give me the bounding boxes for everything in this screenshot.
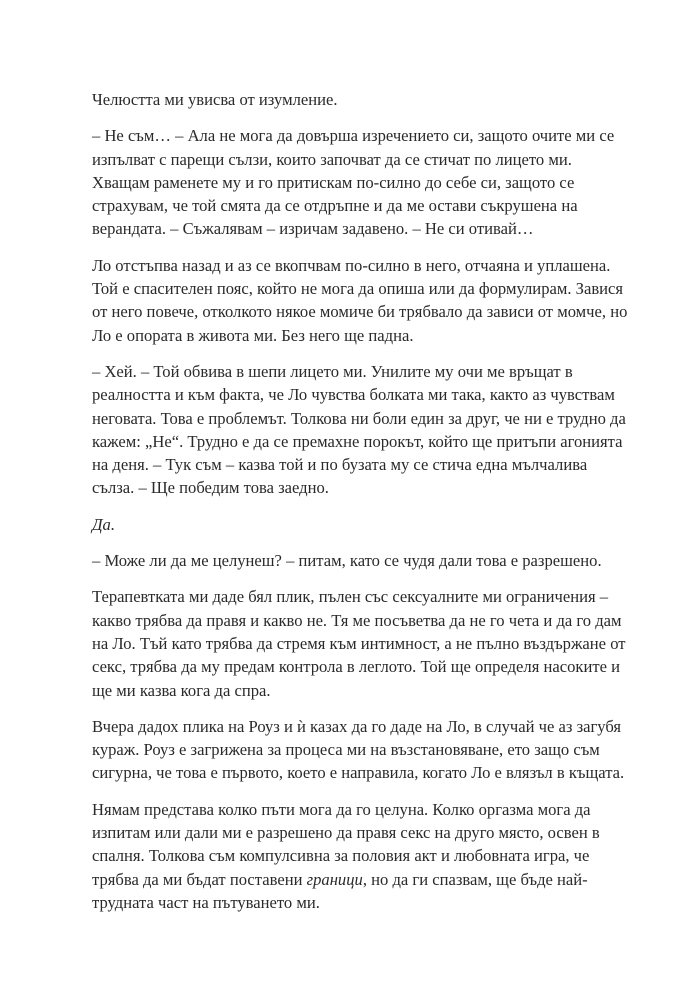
body-text <box>92 88 630 927</box>
paragraph-text: Вчера дадох плика на Роуз и ѝ казах да го даде на Ло, в случай че аз загубя кураж. Роуз е загрижена за процеса ми на възстановяване, ето защо съм сигурна, че това е първото, което е направила, когато Ло е влязъл в къщата. <box>92 716 625 783</box>
paragraph-text: Нямам представа колко пъти мога да го целуна. Колко оргазма мога да изпитам или дали ми е разрешено да правя секс на друго място, освен в спалня. Толкова съм компулсивна за половия акт и любовната игра, че трябва да ми бъдат поставени <box>92 799 600 889</box>
paragraph-text: , но да ги спазвам, ще бъде най-трудната част на пътуването ми. <box>92 869 588 912</box>
paragraph-text: Терапевтката ми даде бял плик, пълен със сексуалните ми ограничения – какво трябва да правя и какво не. Тя ме посъветва да не го чета и да го дам на Ло. Тъй като трябва да стремя към интимност, а не пълно въздържане от секс, трябва да му предам контрола в леглото. Той ще определя насоките и ще ми казва кога да спра. <box>92 587 626 700</box>
paragraph <box>92 513 630 536</box>
paragraph <box>92 88 630 111</box>
paragraph <box>92 360 630 500</box>
paragraph <box>92 585 630 701</box>
italic-thought: Да. <box>92 514 116 534</box>
paragraph <box>92 798 630 914</box>
paragraph <box>92 254 630 347</box>
paragraph-text: – Може ли да ме целунеш? – питам, като се чудя дали това е разрешено. <box>92 551 602 571</box>
paragraph <box>92 715 630 785</box>
paragraph-text: – Хей. – Той обвива в шепи лицето ми. Унилите му очи ме връщат в реалността и към факта, че Ло чувства болката ми така, както аз чувствам неговата. Това е проблемът. Толкова ни боли един за друг, че ни е трудно да кажем: „Не“. Трудно е да се премахне порокът, който ще притъпи агонията на деня. – Тук съм – казва той и по бузата му се стича една мълчалива сълза. – Ще победим това заедно. <box>92 361 626 498</box>
paragraph-text: Ло отстъпва назад и аз се вкопчвам по-силно в него, отчаяна и уплашена. Той е спасителен пояс, който не мога да опиша или да формулирам. Завися от него повече, отколкото някое момиче би трябвало да зависи от момче, но Ло е опората в живота ми. Без него ще падна. <box>92 255 628 345</box>
paragraph <box>92 549 630 572</box>
paragraph <box>92 124 630 240</box>
paragraph-text: – Не съм… – Ала не мога да довърша изречението си, защото очите ми се изпълват с парещи сълзи, които започват да се стичат по лицето ми. Хващам раменете му и го притискам по-силно до себе си, защото се страхувам, че той смята да се отдръпне и да ме остави съкрушена на верандата. – Съжалявам – изричам задавено. – Не си отивай… <box>92 126 615 239</box>
italic-word: граници <box>306 869 363 889</box>
paragraph-text: Челюстта ми увисва от изумление. <box>92 90 338 109</box>
